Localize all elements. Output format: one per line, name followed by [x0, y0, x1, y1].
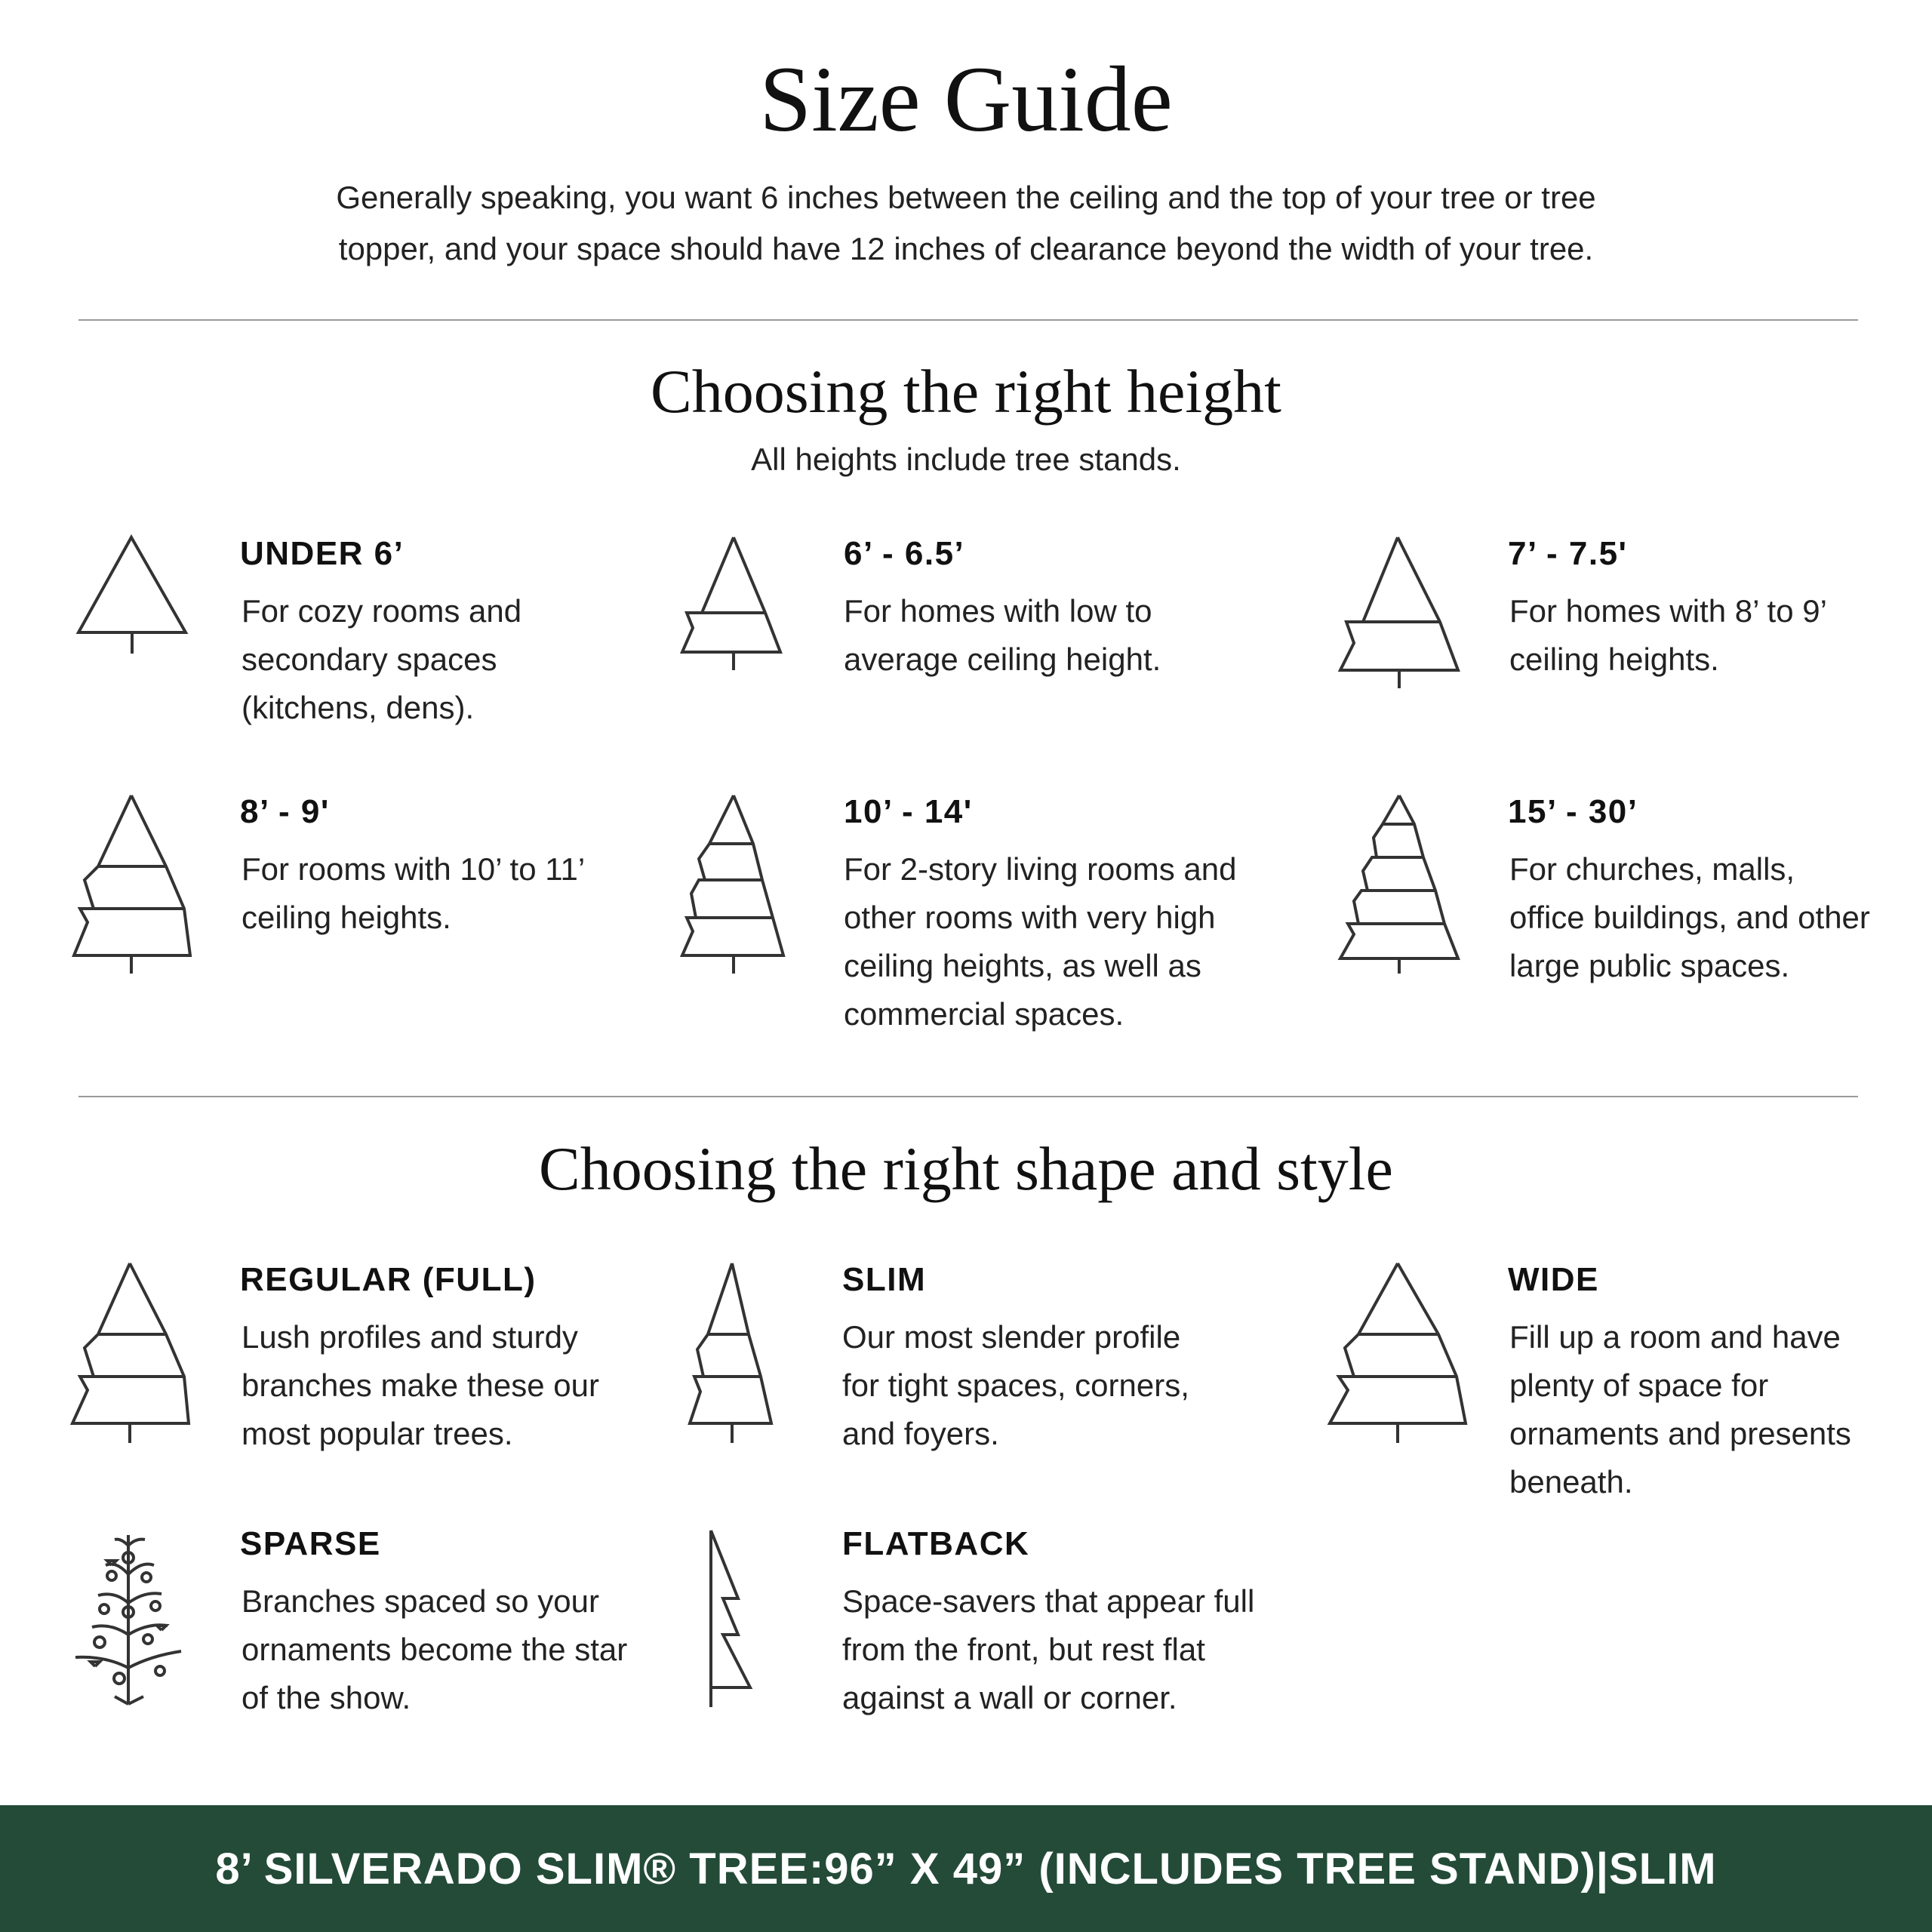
height-desc: For rooms with 10’ to 11’ ceiling heights. [242, 851, 584, 935]
tree-wide-icon [1325, 1263, 1469, 1444]
shape-desc: Lush profiles and sturdy branches make these our most popular trees. [242, 1319, 599, 1451]
tree-four-tier-icon [676, 795, 789, 977]
divider-middle [78, 1096, 1858, 1097]
banner-dimensions: 96” X 49” (INCLUDES TREE STAND) [824, 1844, 1596, 1894]
shape-desc: Fill up a room and have plenty of space for ornaments and presents beneath. [1509, 1319, 1851, 1500]
shape-label: SLIM [842, 1261, 927, 1298]
height-desc: For cozy rooms and secondary spaces (kitchens, dens). [242, 593, 522, 725]
tree-flatback-icon [699, 1527, 759, 1709]
divider-top [78, 319, 1858, 321]
banner-shape: SLIM [1609, 1844, 1717, 1894]
height-label: 10’ - 14' [844, 793, 973, 830]
height-desc: For 2-story living rooms and other rooms with very high ceiling heights, as well as commercial spaces. [844, 851, 1237, 1032]
tree-two-tier-icon [676, 537, 789, 673]
banner-product-name: 8’ SILVERADO SLIM® TREE: [215, 1844, 825, 1894]
intro-line-2: topper, and your space should have 12 inches of clearance beyond the width of your tree. [338, 231, 1594, 266]
intro-line-1: Generally speaking, you want 6 inches between the ceiling and the top of your tree or tree [336, 180, 1596, 215]
banner-separator: | [1595, 1844, 1610, 1894]
page-title: Size Guide [759, 48, 1173, 151]
tree-slim-icon [676, 1263, 782, 1444]
shape-desc: Our most slender profile for tight spaces, corners, and foyers. [842, 1319, 1189, 1451]
tree-sparse-ornaments-icon [72, 1527, 193, 1709]
tree-regular-icon [72, 1263, 201, 1444]
shape-desc: Space-savers that appear full from the front, but rest flat against a wall or corner. [842, 1583, 1255, 1715]
shape-label: REGULAR (FULL) [240, 1261, 537, 1298]
shape-desc: Branches spaced so your ornaments become the star of the show. [242, 1583, 628, 1715]
shape-section-title: Choosing the right shape and style [539, 1134, 1393, 1203]
shape-label: WIDE [1508, 1261, 1599, 1298]
intro-text [287, 172, 1645, 275]
shape-label: SPARSE [240, 1525, 381, 1562]
height-label: 6’ - 6.5’ [844, 535, 965, 572]
height-label: 7’ - 7.5' [1508, 535, 1628, 572]
height-section-subtitle: All heights include tree stands. [751, 441, 1181, 477]
height-label: UNDER 6’ [240, 535, 405, 572]
height-label: 15’ - 30’ [1508, 793, 1638, 830]
tree-small-icon [72, 537, 186, 658]
height-section-title: Choosing the right height [651, 357, 1281, 426]
tree-two-tier-tall-icon [1337, 537, 1466, 688]
height-desc: For homes with 8’ to 9’ ceiling heights. [1509, 593, 1826, 677]
shape-label: FLATBACK [842, 1525, 1030, 1562]
height-desc: For homes with low to average ceiling height. [844, 593, 1161, 677]
product-spec-banner [0, 1805, 1932, 1932]
height-label: 8’ - 9' [240, 793, 330, 830]
tree-three-tier-icon [72, 795, 201, 977]
height-desc: For churches, malls, office buildings, and other large public spaces. [1509, 851, 1870, 983]
tree-five-tier-icon [1337, 795, 1466, 977]
